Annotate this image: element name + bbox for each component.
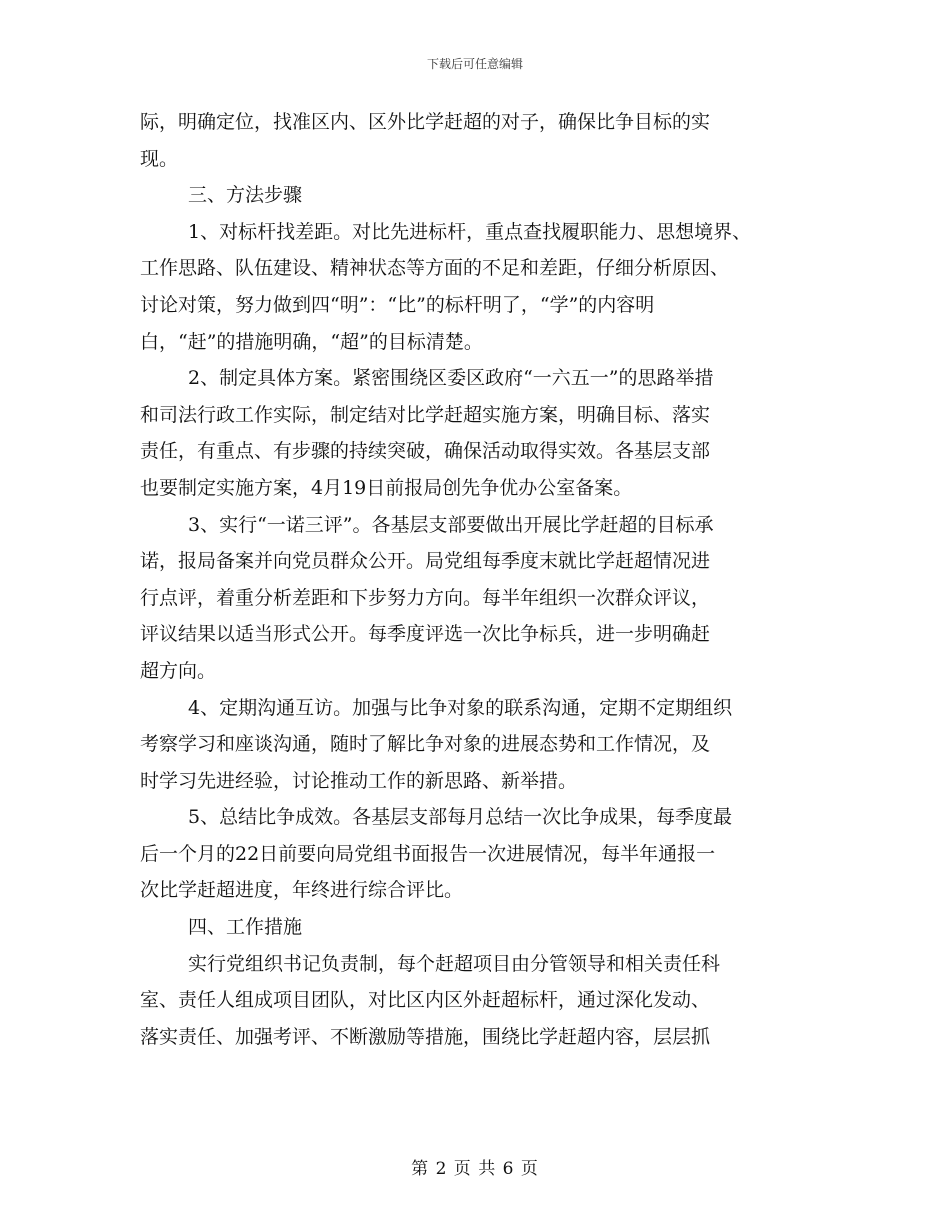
page-footer: 第 2 页 共 6 页 [411,1159,539,1179]
paragraph-line: 后一个月的22日前要向局党组书面报告一次进展情况，每半年通报一 [140,842,716,865]
paragraph-line: 次比学赶超进度，年终进行综合评比。 [140,879,464,902]
paragraph-line: 考察学习和座谈沟通，随时了解比争对象的进展态势和工作情况，及 [140,733,711,756]
paragraph-line: 和司法行政工作实际，制定结对比学赶超实施方案，明确目标、落实 [140,403,711,426]
paragraph-line: 讨论对策，努力做到四“明”：“比”的标杆明了，“学”的内容明 [140,293,655,316]
paragraph-line: 评议结果以适当形式公开。每季度评选一次比争标兵，进一步明确赶 [140,623,711,646]
paragraph-line: 时学习先进经验，讨论推动工作的新思路、新举措。 [140,769,578,792]
page-header: 下载后可任意编辑 [426,57,523,71]
document-body [140,104,812,1055]
paragraph-line: 3、实行“一诺三评”。各基层支部要做出开展比学赶超的目标承 [188,513,714,536]
paragraph-line: 诺，报局备案并向党员群众公开。局党组每季度末就比学赶超情况进 [140,550,711,573]
paragraph-line: 也要制定实施方案，4月19日前报局创先争优办公室备案。 [140,476,633,499]
paragraph-line: 5、总结比争成效。各基层支部每月总结一次比争成果，每季度最 [188,806,733,829]
paragraph-line: 现。 [140,147,179,170]
paragraph-line: 落实责任、加强考评、不断激励等措施，围绕比学赶超内容，层层抓 [140,1025,711,1048]
section-heading: 四、工作措施 [188,916,303,939]
paragraph-line: 2、制定具体方案。紧密围绕区委区政府“一六五一”的思路举措 [188,367,714,390]
paragraph-line: 实行党组织书记负责制，每个赶超项目由分管领导和相关责任科 [188,952,721,975]
paragraph-line: 行点评，着重分析差距和下步努力方向。每半年组织一次群众评议， [140,586,711,609]
paragraph-line: 超方向。 [140,659,217,682]
paragraph-line: 4、定期沟通互访。加强与比争对象的联系沟通，定期不定期组织 [188,696,733,719]
paragraph-line: 工作思路、队伍建设、精神状态等方面的不足和差距，仔细分析原因、 [140,257,730,280]
section-heading: 三、方法步骤 [188,184,303,207]
paragraph-line: 1、对标杆找差距。对比先进标杆，重点查找履职能力、思想境界、 [188,220,752,243]
paragraph-line: 际，明确定位，找准区内、区外比学赶超的对子，确保比争目标的实 [140,111,711,133]
paragraph-line: 白，“赶”的措施明确，“超”的目标清楚。 [140,330,483,353]
paragraph-line: 责任，有重点、有步骤的持续突破，确保活动取得实效。各基层支部 [140,440,711,463]
paragraph-line: 室、责任人组成项目团队，对比区内区外赶超标杆，通过深化发动、 [140,989,711,1012]
